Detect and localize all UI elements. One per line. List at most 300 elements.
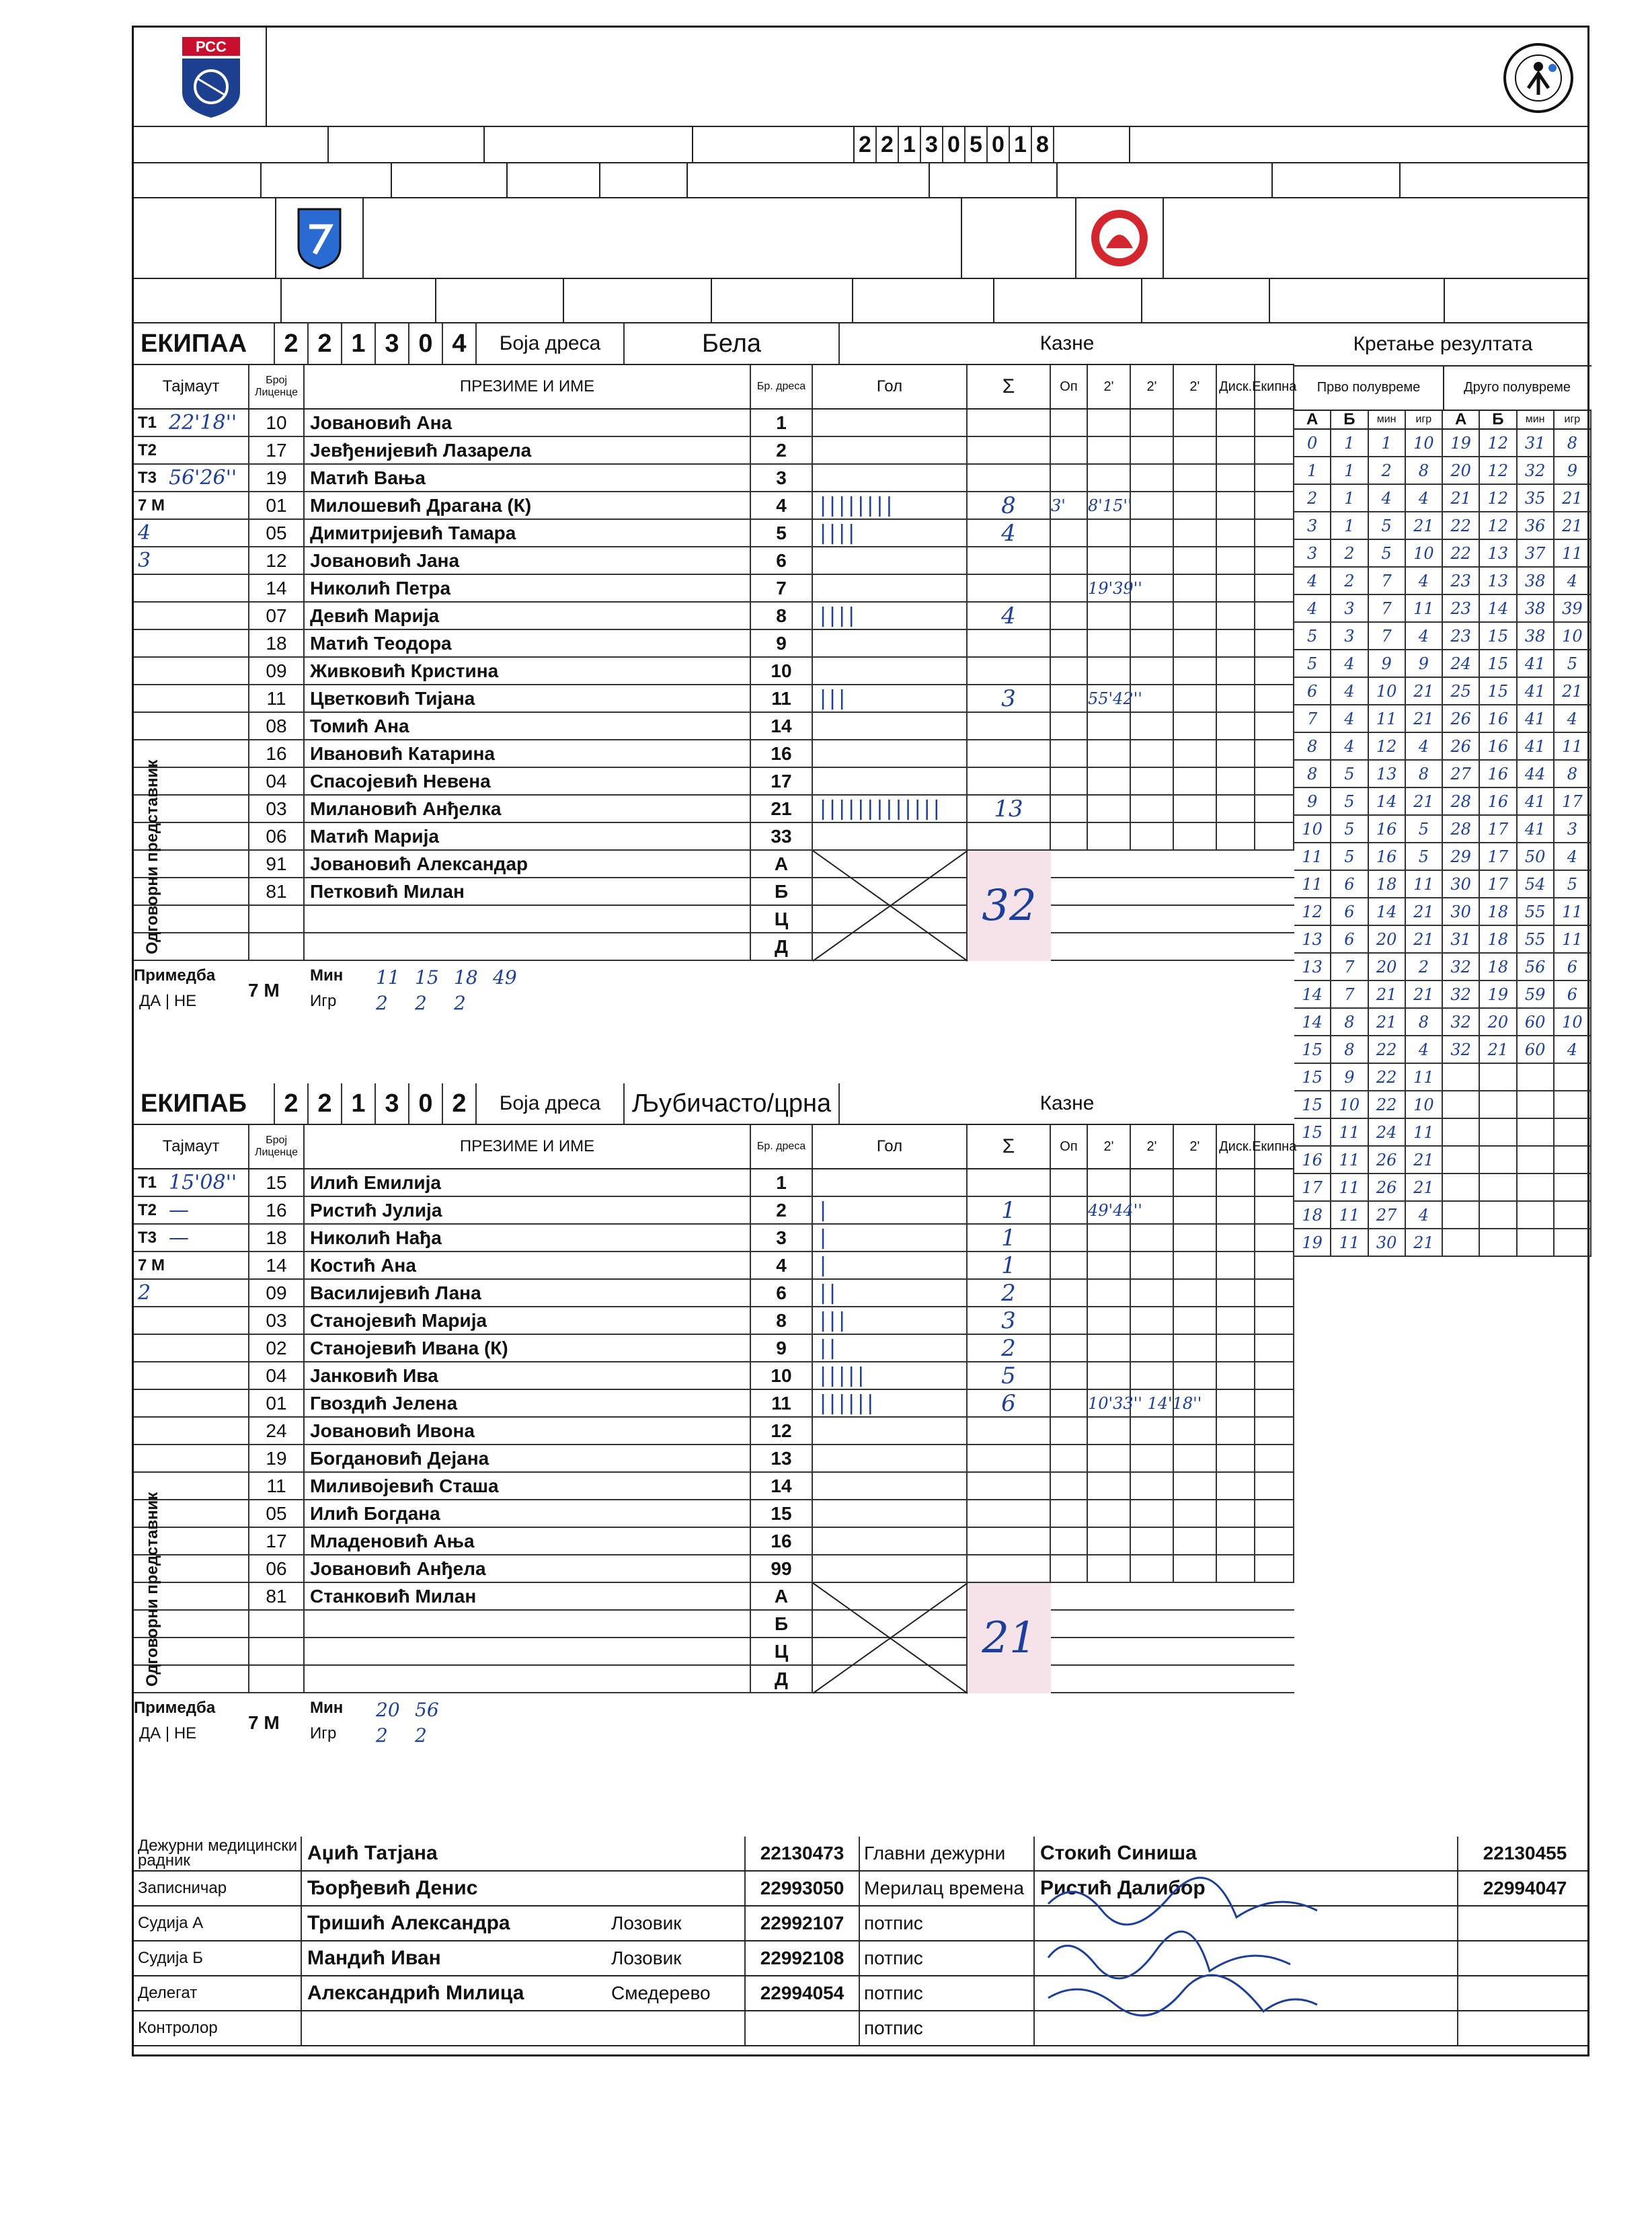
timeout-value: 2 [138, 1281, 151, 1305]
progress-cell: 1 [1331, 457, 1368, 484]
penalty-cell [1088, 658, 1131, 684]
shirt-number: 10 [751, 1362, 813, 1389]
goal-tally: |||| [813, 520, 968, 546]
penalty-cell [1174, 465, 1217, 491]
progress-cell [1555, 1202, 1591, 1228]
progress-cell: 8 [1406, 761, 1443, 787]
player-name: Петковић Милан [305, 878, 751, 905]
progress-cell: 21 [1369, 981, 1406, 1007]
penalty-cell [1174, 1418, 1217, 1444]
seven-min-value: 49 [493, 966, 517, 989]
player-name: Томић Ана [305, 713, 751, 739]
penalty-cell [1088, 465, 1131, 491]
match-digit: 3 [921, 127, 943, 162]
progress-cell: 1 [1331, 485, 1368, 511]
progress-cell: 2 [1369, 457, 1406, 484]
officials-vertical-label: Одговорни представник [143, 1492, 161, 1687]
progress-cell: 4 [1331, 650, 1368, 677]
penalty-cell [1088, 1445, 1131, 1471]
penalty-cell [1174, 1252, 1217, 1278]
penalty-cell [1088, 1169, 1131, 1196]
progress-cell: 11 [1331, 1174, 1368, 1200]
progress-cell: 21 [1369, 1009, 1406, 1035]
player-row [134, 465, 1294, 492]
goal-tally: |||| [813, 603, 968, 629]
shirt-number: 21 [751, 796, 813, 822]
player-name: Станојевић Ивана (К) [305, 1335, 751, 1361]
license-number: 15 [249, 1169, 305, 1196]
penalty-header-cell: 2' [1174, 1125, 1217, 1168]
goal-sum [968, 575, 1051, 601]
player-name: Милошевић Драгана (К) [305, 492, 751, 518]
association-logo [1501, 41, 1575, 115]
progress-cell: 12 [1294, 898, 1331, 925]
penalty-cell [1217, 1528, 1256, 1554]
progress-cell: 30 [1443, 871, 1480, 897]
progress-cell: 11 [1331, 1147, 1368, 1173]
license-number: 09 [249, 1280, 305, 1306]
player-row [134, 1418, 1294, 1445]
progress-cell: 12 [1480, 430, 1517, 456]
goal-tally [813, 547, 968, 574]
column-header-cell: Σ [968, 365, 1051, 408]
shirt-number: 33 [751, 823, 813, 849]
progress-cell: 4 [1331, 733, 1368, 759]
penalty-cell [1051, 1252, 1088, 1278]
progress-cell: 1 [1294, 457, 1331, 484]
shirt-number: 99 [751, 1555, 813, 1582]
penalty-cell [1255, 1555, 1294, 1582]
penalty-header-cell: 2' [1088, 1125, 1131, 1168]
timeout-side-cell [134, 685, 249, 711]
progress-cell: 3 [1331, 623, 1368, 649]
footer-license: 22992107 [746, 1907, 860, 1940]
progress-cell: 3 [1294, 540, 1331, 566]
footer-role2-label: потпис [860, 2011, 1035, 2045]
team-code-label: ЕКИПАБ [134, 1083, 275, 1124]
penalty-cell [1217, 1418, 1256, 1444]
progress-cell: 10 [1406, 540, 1443, 566]
progress-row [1294, 623, 1591, 650]
dress-label: Боја дреса [477, 323, 625, 364]
progress-cell: 60 [1518, 1009, 1555, 1035]
license-number [249, 906, 305, 932]
progress-cell: 32 [1443, 1009, 1480, 1035]
footer-role2-label: потпис [860, 1976, 1035, 2010]
penalty-cell [1174, 1390, 1217, 1416]
progress-cell [1518, 1147, 1555, 1173]
footer-name: Мандић Иван [307, 1947, 441, 1969]
footer-city [611, 1837, 746, 1870]
penalty-cell [1131, 685, 1174, 711]
penalty-cell [1051, 1197, 1088, 1223]
license-number: 07 [249, 603, 305, 629]
penalty-cell [1051, 740, 1088, 767]
progress-cell: 2 [1331, 540, 1368, 566]
progress-cell: 8 [1294, 733, 1331, 759]
progress-cell: 9 [1555, 457, 1591, 484]
penalty-cell [1255, 1197, 1294, 1223]
penalty-cell [1217, 658, 1256, 684]
penalty-header-cell: 2' [1088, 365, 1131, 408]
second-half-label: Друго полувреме [1464, 379, 1571, 395]
shirt-number: Д [751, 1666, 813, 1692]
penalty-cell [1088, 740, 1131, 767]
timeout-side-cell [134, 630, 249, 656]
penalty-cell [1255, 713, 1294, 739]
player-name: Станковић Милан [305, 1583, 751, 1609]
penalty-cell [1088, 603, 1131, 629]
timeout-label: 7 М [138, 1256, 165, 1274]
progress-col-header: мин [1369, 411, 1406, 428]
player-row [134, 658, 1294, 685]
team-code-digit: 1 [342, 1083, 376, 1124]
penalty-cell [1174, 1197, 1217, 1223]
progress-cell: 11 [1406, 871, 1443, 897]
progress-cell: 14 [1294, 981, 1331, 1007]
goal-sum: 2 [968, 1280, 1051, 1306]
match-digit: 1 [899, 127, 921, 162]
seven-igr-value: 2 [415, 992, 427, 1014]
penalty-header-cell: 2' [1174, 365, 1217, 408]
goal-sum [968, 1418, 1051, 1444]
penalty-cell [1217, 1169, 1256, 1196]
progress-cell: 60 [1518, 1036, 1555, 1063]
progress-cell: 15 [1294, 1064, 1331, 1090]
penalty-cell [1217, 1225, 1256, 1251]
progress-row [1294, 705, 1591, 733]
venue-value [1058, 163, 1273, 197]
penalty-cell [1131, 740, 1174, 767]
penalty-cell [1255, 1418, 1294, 1444]
penalty-cell [1088, 1252, 1131, 1278]
shirt-number: Б [751, 878, 813, 905]
footer-row [134, 1837, 1587, 1872]
license-number: 11 [249, 1473, 305, 1499]
penalty-cell [1217, 1500, 1256, 1527]
goal-tally [813, 1445, 968, 1471]
overtime2-score [1142, 279, 1270, 322]
shirt-number: 6 [751, 1280, 813, 1306]
timeout-value: 4 [138, 521, 151, 545]
progress-cell: 41 [1518, 816, 1555, 842]
penalty-cell [1131, 1418, 1174, 1444]
progress-cell [1480, 1174, 1517, 1200]
goal-tally: ||| [813, 1307, 968, 1334]
progress-row [1294, 733, 1591, 761]
progress-cell [1555, 1174, 1591, 1200]
penalty-cell [1131, 1197, 1174, 1223]
team-code-digit: 2 [443, 1083, 477, 1124]
penalty-cell [1174, 1335, 1217, 1361]
player-name: Димитријевић Тамара [305, 520, 751, 546]
footer-name: Александрић Милица [307, 1982, 524, 2004]
progress-cell: 17 [1555, 788, 1591, 814]
goal-tally: ||||||||||||| [813, 796, 968, 822]
penalty-cell [1217, 740, 1256, 767]
timeout-cell [134, 465, 249, 491]
progress-cell: 15 [1294, 1091, 1331, 1118]
progress-cell: 6 [1555, 981, 1591, 1007]
timeout-side-cell [134, 1307, 249, 1334]
progress-cell: 10 [1555, 1009, 1591, 1035]
column-header [134, 1125, 1297, 1169]
shirt-number: 10 [751, 658, 813, 684]
penalty-cell [1131, 1555, 1174, 1582]
progress-cell [1443, 1091, 1480, 1118]
player-name: Миливојевић Сташа [305, 1473, 751, 1499]
progress-cell: 14 [1369, 898, 1406, 925]
progress-cell: 12 [1369, 733, 1406, 759]
player-name [305, 1666, 751, 1692]
progress-cell: 35 [1518, 485, 1555, 511]
penalty-cell [1131, 575, 1174, 601]
license-number [249, 1666, 305, 1692]
penalty-cell: 49'44'' [1088, 1197, 1131, 1223]
progress-cell: 8 [1555, 761, 1591, 787]
penalty-cell: 19'39'' [1088, 575, 1131, 601]
progress-cell: 7 [1369, 623, 1406, 649]
progress-cell: 21 [1443, 485, 1480, 511]
progress-cell: 13 [1294, 926, 1331, 952]
player-row [134, 1473, 1294, 1500]
footer-name2: Стокић Синиша [1035, 1837, 1458, 1870]
player-name: Ивановић Катарина [305, 740, 751, 767]
progress-cell [1443, 1229, 1480, 1256]
penalty-cell [1255, 796, 1294, 822]
license-number [249, 1611, 305, 1637]
timeout-side-cell [134, 1418, 249, 1444]
penalty-cell [1255, 1390, 1294, 1416]
penalty-cell [1217, 1197, 1256, 1223]
score-sheet [132, 26, 1589, 2056]
progress-cell: 10 [1294, 816, 1331, 842]
yes-no: ДА | НЕ [139, 992, 197, 1010]
team-a-code-row [134, 323, 1294, 365]
shirt-number: 1 [751, 1169, 813, 1196]
timeout-side-cell [134, 603, 249, 629]
license-number: 14 [249, 575, 305, 601]
timeout-label: Т3 [138, 468, 157, 487]
timeout-cell [134, 437, 249, 463]
official-row [134, 933, 1294, 961]
progress-cell: 3 [1294, 512, 1331, 539]
progress-cell: 4 [1294, 568, 1331, 594]
progress-cell: 4 [1406, 623, 1443, 649]
progress-cell: 4 [1406, 733, 1443, 759]
progress-cell: 23 [1443, 595, 1480, 621]
progress-cell: 24 [1369, 1119, 1406, 1145]
footer-role2-label: Главни дежурни [860, 1837, 1035, 1870]
progress-cell [1480, 1119, 1517, 1145]
penalty-cell [1255, 1528, 1294, 1554]
progress-row [1294, 430, 1591, 457]
progress-cell [1443, 1119, 1480, 1145]
progress-row [1294, 568, 1591, 595]
penalty-cell [1088, 1528, 1131, 1554]
progress-cell: 21 [1406, 1229, 1443, 1256]
penalty-cell [1051, 1473, 1088, 1499]
footer-license2 [1458, 1941, 1591, 1975]
progress-col-header: игр [1406, 411, 1443, 428]
shirt-number: 16 [751, 740, 813, 767]
progress-cell: 32 [1443, 981, 1480, 1007]
men-option[interactable] [329, 127, 485, 162]
penalty-cell [1255, 1225, 1294, 1251]
progress-cell: 22 [1369, 1091, 1406, 1118]
progress-cell: 6 [1331, 926, 1368, 952]
shirt-number: 17 [751, 768, 813, 794]
progress-cell: 21 [1406, 1174, 1443, 1200]
progress-row [1294, 1036, 1591, 1064]
footer-name [302, 2011, 611, 2045]
timeout-side-cell [134, 1445, 249, 1471]
penalty-cell [1174, 1555, 1217, 1582]
penalty-cell [1174, 603, 1217, 629]
progress-cell: 54 [1518, 871, 1555, 897]
women-option[interactable] [586, 127, 693, 162]
goal-tally: | [813, 1225, 968, 1251]
player-row [134, 1500, 1294, 1528]
penalty-cell [1174, 1225, 1217, 1251]
license-number: 91 [249, 851, 305, 877]
license-number: 01 [249, 1390, 305, 1416]
player-name: Јовановић Александар [305, 851, 751, 877]
progress-cell: 6 [1294, 678, 1331, 704]
penalty-header-cell: 2' [1131, 1125, 1174, 1168]
penalty-cell [1174, 796, 1217, 822]
progress-cell: 38 [1518, 595, 1555, 621]
shirt-number: 9 [751, 1335, 813, 1361]
penalty-cell [1217, 1362, 1256, 1389]
first-half-label: Прво полувреме [1294, 365, 1444, 410]
progress-cell: 30 [1369, 1229, 1406, 1256]
progress-cell: 7 [1331, 954, 1368, 980]
progress-row [1294, 816, 1591, 843]
final-score [282, 279, 436, 322]
timeout-cell [134, 410, 249, 436]
penalty-cell [1217, 547, 1256, 574]
shirt-number: Ц [751, 906, 813, 932]
penalty-cell [1174, 713, 1217, 739]
penalty-header-cell: Оп [1051, 365, 1088, 408]
shirt-number: Б [751, 1611, 813, 1637]
league-name [1130, 127, 1591, 162]
seven-min-value: 20 [376, 1699, 400, 1721]
penalty-cell [1217, 1473, 1256, 1499]
progress-cell: 4 [1555, 1036, 1591, 1063]
goal-tally [813, 823, 968, 849]
info-row [134, 163, 1587, 198]
player-name: Девић Марија [305, 603, 751, 629]
penalty-cell [1255, 768, 1294, 794]
progress-cell: 24 [1443, 650, 1480, 677]
progress-cell: 21 [1406, 926, 1443, 952]
footer-license: 22992108 [746, 1941, 860, 1975]
progress-row [1294, 1147, 1591, 1174]
goal-tally [813, 713, 968, 739]
progress-cell: 20 [1480, 1009, 1517, 1035]
progress-cell: 17 [1294, 1174, 1331, 1200]
progress-cell: 11 [1331, 1119, 1368, 1145]
player-name: Матић Марија [305, 823, 751, 849]
footer-city: Лозовик [611, 1907, 746, 1940]
progress-cell: 5 [1369, 540, 1406, 566]
license-number: 04 [249, 768, 305, 794]
penalty-cell [1217, 768, 1256, 794]
progress-cell: 18 [1369, 871, 1406, 897]
progress-cell: 16 [1480, 788, 1517, 814]
license-number: 06 [249, 823, 305, 849]
penalty-cell [1088, 713, 1131, 739]
penalty-cell [1255, 1473, 1294, 1499]
goal-sum: 3 [968, 685, 1051, 711]
shirt-number: 13 [751, 1445, 813, 1471]
penalty-cell [1088, 1307, 1131, 1334]
progress-cell: 23 [1443, 568, 1480, 594]
timeout-cell [134, 1169, 249, 1196]
progress-cell: 30 [1443, 898, 1480, 925]
official-row [134, 1638, 1294, 1666]
timeout-label: Т3 [138, 1228, 157, 1247]
progress-cell: 11 [1369, 705, 1406, 732]
match-digit: 8 [1032, 127, 1054, 162]
penalty-cell [1088, 768, 1131, 794]
shirt-number: 11 [751, 1390, 813, 1416]
penalty-cell [1088, 410, 1131, 436]
seven-igr-label: Игр [310, 1724, 337, 1742]
shirt-number: 5 [751, 520, 813, 546]
penalty-cell [1051, 796, 1088, 822]
seven-min-value: 15 [415, 966, 439, 989]
license-number: 17 [249, 1528, 305, 1554]
penalty-header-cell: Оп [1051, 1125, 1088, 1168]
progress-cell: 4 [1294, 595, 1331, 621]
progress-cell: 16 [1369, 843, 1406, 870]
progress-cell: 11 [1555, 898, 1591, 925]
goal-sum [968, 1500, 1051, 1527]
progress-cell: 2 [1406, 954, 1443, 980]
footer-name2: Ристић Далибор [1035, 1872, 1458, 1905]
column-header-cell: Тајмаут [134, 1125, 249, 1168]
player-row [134, 1197, 1294, 1225]
penalty-cell [1131, 547, 1174, 574]
timeout-value: 15'08'' [169, 1171, 237, 1194]
goal-tally [813, 1418, 968, 1444]
license-number: 09 [249, 658, 305, 684]
shirt-number: Ц [751, 1638, 813, 1664]
penalty-cell [1255, 603, 1294, 629]
footer-role-label: Судија Б [134, 1941, 302, 1975]
progress-cell: 18 [1294, 1202, 1331, 1228]
progress-cell: 44 [1518, 761, 1555, 787]
goal-sum: 1 [968, 1252, 1051, 1278]
goal-tally [813, 1500, 968, 1527]
license-number [249, 933, 305, 960]
penalty-cell [1051, 1555, 1088, 1582]
penalty-cell [1174, 1169, 1217, 1196]
goal-tally [813, 1473, 968, 1499]
penalty-header-cell: Диск. [1217, 1125, 1256, 1168]
penalty-cell [1131, 465, 1174, 491]
goal-sum: 2 [968, 1335, 1051, 1361]
progress-cell: 22 [1369, 1064, 1406, 1090]
team-code-digit: 0 [409, 323, 443, 364]
official-row [134, 851, 1294, 878]
progress-title: Кретање резултата [1294, 323, 1591, 367]
progress-row [1294, 595, 1591, 623]
team-total-goals: 21 [968, 1583, 1051, 1693]
